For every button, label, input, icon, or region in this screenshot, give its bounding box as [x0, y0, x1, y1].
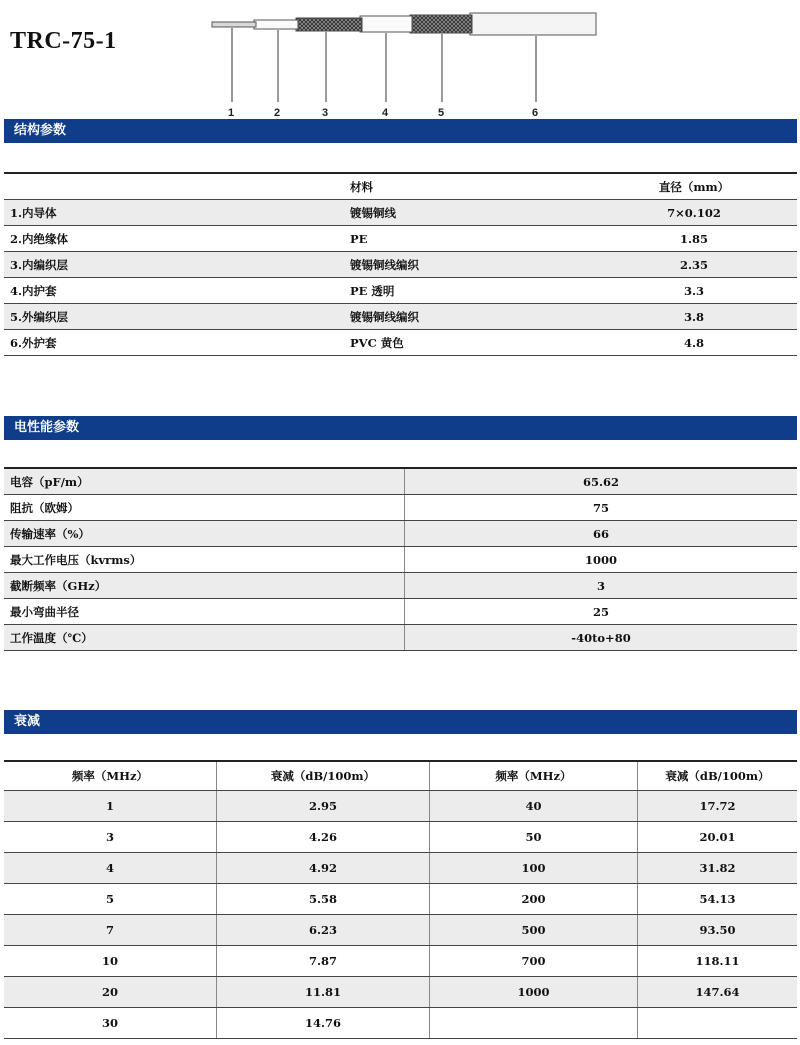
parameter-value: 65.62	[405, 468, 798, 495]
table-row	[4, 495, 797, 521]
parameter-label: 最大工作电压（kvrms）	[4, 547, 405, 573]
parameter-value: 75	[405, 495, 798, 521]
attenuation-cell: 31.82	[638, 853, 798, 884]
table-row	[4, 521, 797, 547]
attenuation-cell: 20.01	[638, 822, 798, 853]
table-row	[4, 304, 797, 330]
frequency-cell: 1	[4, 791, 217, 822]
table-row	[4, 468, 797, 495]
cable-inner-insulation	[254, 20, 298, 29]
parameter-value: 3	[405, 573, 798, 599]
table-row	[4, 252, 797, 278]
parameter-value: 1000	[405, 547, 798, 573]
table-row	[4, 1008, 797, 1039]
component-diameter: 4.8	[591, 330, 797, 356]
header-frequency: 频率（MHz）	[4, 761, 217, 791]
frequency-cell: 200	[430, 884, 638, 915]
component-material: PE 透明	[344, 278, 591, 304]
attenuation-cell: 17.72	[638, 791, 798, 822]
cable-label-6: 6	[532, 107, 539, 119]
header-attenuation: 衰减（dB/100m）	[217, 761, 430, 791]
table-row	[4, 573, 797, 599]
frequency-cell: 5	[4, 884, 217, 915]
frequency-cell: 500	[430, 915, 638, 946]
component-name: 3.内编织层	[4, 252, 344, 278]
component-material: 镀锡铜线	[344, 200, 591, 226]
frequency-cell: 40	[430, 791, 638, 822]
electrical-table	[4, 467, 797, 651]
component-diameter: 7×0.102	[591, 200, 797, 226]
component-name: 2.内绝缘体	[4, 226, 344, 252]
table-row	[4, 226, 797, 252]
frequency-cell: 3	[4, 822, 217, 853]
attenuation-cell: 4.92	[217, 853, 430, 884]
cable-outer-braid	[410, 15, 472, 33]
header-frequency: 频率（MHz）	[430, 761, 638, 791]
cable-diagram	[0, 0, 800, 120]
attenuation-cell: 4.26	[217, 822, 430, 853]
frequency-cell: 7	[4, 915, 217, 946]
section-header-attenuation: 衰减	[4, 710, 797, 734]
table-row	[4, 853, 797, 884]
cable-outer-jacket	[470, 13, 596, 35]
component-material: 镀锡铜线编织	[344, 252, 591, 278]
table-row	[4, 884, 797, 915]
component-diameter: 2.35	[591, 252, 797, 278]
table-row	[4, 822, 797, 853]
cable-inner-braid	[296, 18, 362, 31]
attenuation-cell: 147.64	[638, 977, 798, 1008]
parameter-label: 阻抗（欧姆）	[4, 495, 405, 521]
frequency-cell: 50	[430, 822, 638, 853]
structure-table	[4, 172, 797, 356]
cable-inner-jacket	[360, 16, 412, 32]
component-name: 1.内导体	[4, 200, 344, 226]
parameter-label: 最小弯曲半径	[4, 599, 405, 625]
component-name: 4.内护套	[4, 278, 344, 304]
component-material: 镀锡铜线编织	[344, 304, 591, 330]
cable-label-2: 2	[274, 107, 281, 119]
component-material: PE	[344, 226, 591, 252]
table-row	[4, 200, 797, 226]
attenuation-cell: 2.95	[217, 791, 430, 822]
table-row	[4, 946, 797, 977]
cable-inner-conductor	[212, 22, 256, 27]
cable-label-3: 3	[322, 107, 329, 119]
parameter-label: 传输速率（%）	[4, 521, 405, 547]
attenuation-cell: 118.11	[638, 946, 798, 977]
table-row	[4, 599, 797, 625]
attenuation-cell: 14.76	[217, 1008, 430, 1039]
cable-label-1: 1	[228, 107, 235, 119]
component-diameter: 3.3	[591, 278, 797, 304]
header-attenuation: 衰减（dB/100m）	[638, 761, 798, 791]
parameter-value: -40to+80	[405, 625, 798, 651]
attenuation-cell: 5.58	[217, 884, 430, 915]
structure-header-row	[4, 173, 797, 200]
cable-label-4: 4	[382, 107, 389, 119]
component-diameter: 3.8	[591, 304, 797, 330]
parameter-label: 电容（pF/m）	[4, 468, 405, 495]
parameter-label: 截断频率（GHz）	[4, 573, 405, 599]
attenuation-cell: 54.13	[638, 884, 798, 915]
frequency-cell: 4	[4, 853, 217, 884]
table-row	[4, 791, 797, 822]
structure-header-material: 材料	[344, 173, 591, 200]
attenuation-table	[4, 760, 797, 1039]
attenuation-cell: 7.87	[217, 946, 430, 977]
component-name: 6.外护套	[4, 330, 344, 356]
section-header-structure: 结构参数	[4, 119, 797, 143]
attenuation-cell	[638, 1008, 798, 1039]
structure-header-name	[4, 173, 344, 200]
parameter-value: 25	[405, 599, 798, 625]
attenuation-cell: 6.23	[217, 915, 430, 946]
page-title: TRC-75-1	[10, 28, 117, 54]
frequency-cell: 700	[430, 946, 638, 977]
section-header-electrical: 电性能参数	[4, 416, 797, 440]
cable-label-5: 5	[438, 107, 445, 119]
table-row	[4, 915, 797, 946]
attenuation-cell: 11.81	[217, 977, 430, 1008]
frequency-cell: 1000	[430, 977, 638, 1008]
attenuation-header-row	[4, 761, 797, 791]
component-diameter: 1.85	[591, 226, 797, 252]
frequency-cell: 20	[4, 977, 217, 1008]
structure-header-diameter: 直径（mm）	[591, 173, 797, 200]
component-material: PVC 黄色	[344, 330, 591, 356]
attenuation-cell: 93.50	[638, 915, 798, 946]
table-row	[4, 547, 797, 573]
frequency-cell: 100	[430, 853, 638, 884]
parameter-label: 工作温度（℃）	[4, 625, 405, 651]
frequency-cell: 30	[4, 1008, 217, 1039]
parameter-value: 66	[405, 521, 798, 547]
component-name: 5.外编织层	[4, 304, 344, 330]
table-row	[4, 330, 797, 356]
frequency-cell	[430, 1008, 638, 1039]
frequency-cell: 10	[4, 946, 217, 977]
table-row	[4, 977, 797, 1008]
table-row	[4, 625, 797, 651]
table-row	[4, 278, 797, 304]
